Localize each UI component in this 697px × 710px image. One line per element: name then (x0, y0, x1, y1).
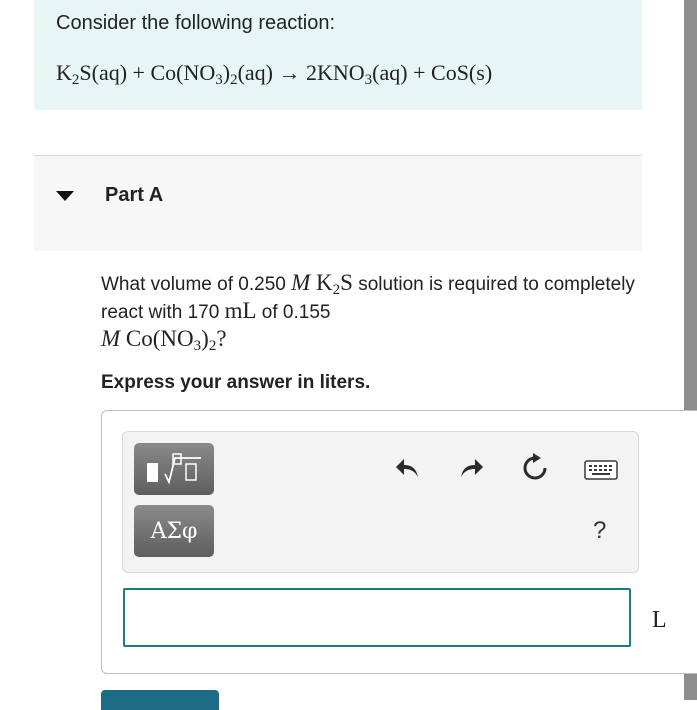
intro-prompt: Consider the following reaction: (56, 12, 336, 34)
question-fragment: of 0.155 (256, 302, 331, 323)
formula-text: K (310, 270, 333, 295)
molarity-unit: M (101, 326, 121, 351)
reaction-text: Co(NO (150, 60, 216, 85)
reaction-subscript: 2 (71, 72, 80, 88)
templates-button[interactable] (134, 443, 214, 495)
answer-input[interactable] (123, 588, 631, 647)
answer-instruction: Express your answer in liters. (101, 372, 371, 393)
reaction-text: K (56, 60, 72, 85)
formula-subscript: 2 (332, 282, 341, 298)
keyboard-icon[interactable] (584, 455, 618, 485)
formula-text: ) (201, 326, 209, 351)
math-toolbar (122, 431, 639, 573)
formula-cono3 (120, 326, 217, 354)
answer-panel (101, 410, 697, 674)
reactant-k2s (56, 60, 128, 88)
undo-icon[interactable] (393, 453, 423, 483)
question-fragment: What volume of 0.250 (101, 274, 292, 295)
formula-text: Co(NO (120, 326, 194, 351)
product-kno3 (306, 60, 408, 88)
part-title: Part A (105, 184, 164, 206)
symbols-button[interactable]: ΑΣφ (134, 505, 214, 557)
answer-unit: L (652, 607, 667, 633)
redo-icon[interactable] (456, 453, 486, 483)
reaction-text: ) (222, 60, 231, 85)
question-mark: ? (216, 326, 227, 351)
question-text (101, 270, 641, 354)
problem-intro (34, 0, 642, 110)
plus-sign: + (407, 60, 432, 85)
reaction-subscript: 3 (215, 72, 223, 88)
reaction-subscript: 3 (364, 72, 373, 88)
product-cos: CoS(s) (431, 60, 493, 85)
volume-unit: mL (224, 298, 257, 323)
collapse-caret-icon[interactable] (56, 191, 74, 201)
part-a-header[interactable] (34, 155, 642, 251)
formula-text: S (340, 270, 353, 295)
formula-subscript: 3 (193, 338, 202, 354)
reaction-subscript: 2 (230, 72, 238, 88)
reaction-text: (aq) (237, 60, 273, 85)
reset-icon[interactable] (520, 453, 550, 483)
reactant-cono3 (150, 60, 273, 88)
reaction-text: (aq) (372, 60, 408, 85)
molarity-unit: M (291, 270, 311, 295)
reaction-equation (56, 60, 492, 86)
help-button[interactable]: ? (593, 517, 607, 544)
plus-sign: + (127, 60, 151, 85)
reaction-arrow: → (273, 60, 306, 85)
formula-subscript: 2 (208, 338, 217, 354)
templates-icon (139, 447, 209, 491)
question-fragment: solution is required to completely react with 170 (101, 274, 635, 323)
reaction-text: S(aq) (79, 60, 128, 85)
submit-button[interactable] (101, 690, 219, 710)
formula-k2s (310, 270, 353, 298)
reaction-text: 2KNO (306, 60, 365, 85)
